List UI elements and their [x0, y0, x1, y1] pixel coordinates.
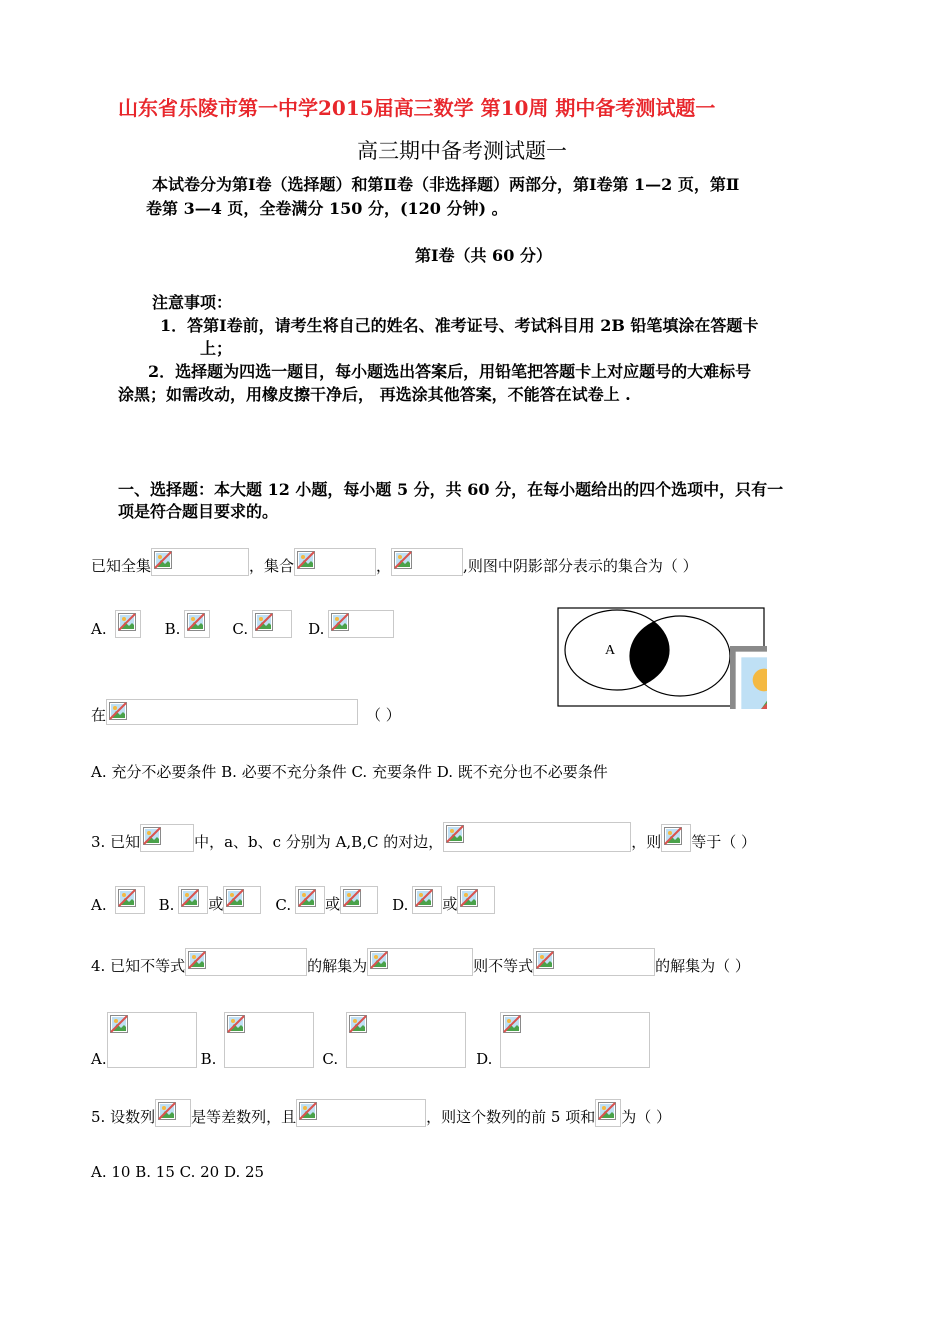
formula-image — [595, 1099, 621, 1127]
option-b-image-2 — [223, 886, 261, 914]
q5-text-4: 为（ ） — [621, 1108, 671, 1126]
option-a-image — [115, 610, 141, 638]
q3-text-3: ，则 — [631, 833, 662, 851]
broken-image-icon — [394, 551, 412, 569]
question-1-stem — [91, 546, 698, 576]
option-c-label: C. — [232, 620, 249, 638]
option-c-image-2 — [340, 886, 378, 914]
broken-image-icon — [298, 889, 316, 907]
or-text: 或 — [325, 895, 341, 913]
part1-heading: 第Ⅰ卷（共 60 分） — [415, 246, 552, 265]
question-5-options: A. 10 B. 15 C. 20 D. 25 — [91, 1163, 265, 1181]
note-2-line-2: 涂黑；如需改动，用橡皮擦干净后， 再选涂其他答案，不能答在试卷上 . — [118, 385, 631, 404]
option-b-label: B. — [158, 896, 175, 914]
broken-image-icon — [226, 889, 244, 907]
intro-line-1: 本试卷分为第Ⅰ卷（选择题）和第Ⅱ卷（非选择题）两部分，第Ⅰ卷第 1—2 页，第Ⅱ — [152, 175, 740, 194]
formula-image — [151, 548, 249, 576]
question-1-options — [91, 608, 394, 638]
or-text: 或 — [208, 895, 224, 913]
broken-image-icon — [158, 1102, 176, 1120]
question-5-stem — [91, 1097, 671, 1127]
exam-subtitle: 高三期中备考测试题一 — [357, 139, 567, 163]
broken-image-icon — [118, 889, 136, 907]
broken-image-icon — [255, 613, 273, 631]
broken-image-icon — [154, 551, 172, 569]
option-c-image — [346, 1012, 466, 1068]
option-a-label: A. — [91, 896, 107, 914]
broken-image-icon — [446, 825, 464, 843]
option-a-image — [115, 886, 145, 914]
q3-text-2: 中，a、b、c 分别为 A,B,C 的对边， — [194, 833, 444, 851]
formula-image — [533, 948, 655, 976]
broken-image-icon — [536, 951, 554, 969]
q4-text-3: 则不等式 — [473, 957, 534, 975]
option-b-image — [224, 1012, 314, 1068]
option-d-label: D. — [392, 896, 409, 914]
broken-image-icon — [460, 889, 478, 907]
question-2-stem — [91, 695, 401, 725]
question-4-stem — [91, 946, 750, 976]
broken-image-icon — [118, 613, 136, 631]
option-b-image — [184, 610, 210, 638]
q3-text-4: 等于（ ） — [691, 833, 757, 851]
formula-image — [185, 948, 307, 976]
q4-text-1: 4. 已知不等式 — [91, 957, 186, 975]
question-2-options: A. 充分不必要条件 B. 必要不充分条件 C. 充要条件 D. 既不充分也不必要条件 — [91, 763, 608, 781]
option-d-label: D. — [308, 620, 325, 638]
option-b-label: B. — [164, 620, 181, 638]
note-1-line-2: 上； — [200, 339, 233, 358]
option-a-label: A. — [91, 620, 107, 638]
formula-image — [155, 1099, 191, 1127]
q3-text-1: 3. 已知 — [91, 833, 141, 851]
broken-image-icon — [143, 827, 161, 845]
question-4-options — [91, 1008, 650, 1068]
formula-image — [391, 548, 463, 576]
broken-image-icon — [181, 889, 199, 907]
option-c-image — [252, 610, 292, 638]
broken-image-icon — [664, 827, 682, 845]
option-c-label: C. — [275, 896, 292, 914]
broken-image-icon — [297, 551, 315, 569]
option-b-label: B. — [200, 1050, 217, 1068]
broken-image-icon — [299, 1102, 317, 1120]
formula-image — [296, 1099, 426, 1127]
q5-text-2: 是等差数列，且 — [191, 1108, 297, 1126]
broken-image-icon — [415, 889, 433, 907]
question-3-options — [91, 884, 495, 914]
broken-image-icon — [227, 1015, 245, 1033]
q4-text-4: 的解集为（ ） — [655, 957, 750, 975]
formula-image — [443, 822, 631, 852]
formula-image — [106, 699, 358, 725]
broken-image-icon — [349, 1015, 367, 1033]
option-d-image — [328, 610, 394, 638]
q5-text-3: ，则这个数列的前 5 项和 — [426, 1108, 596, 1126]
broken-image-icon — [110, 1015, 128, 1033]
option-c-image-1 — [295, 886, 325, 914]
broken-image-icon — [187, 613, 205, 631]
venn-label-a: A — [605, 643, 616, 658]
note-1-line-1: 1．答第Ⅰ卷前，请考生将自己的姓名、准考证号、考试科目用 2B 铅笔填涂在答题卡 — [160, 316, 759, 335]
note-2-line-1: 2．选择题为四选一题目，每小题选出答案后，用铅笔把答题卡上对应题号的大难标号 — [148, 362, 752, 381]
venn-diagram — [557, 607, 767, 709]
q1-text-2: ，集合 — [249, 557, 295, 575]
option-d-label: D. — [476, 1050, 493, 1068]
broken-image-icon — [343, 889, 361, 907]
q1-text-4: ,则图中阴影部分表示的集合为（ ） — [463, 557, 698, 575]
broken-image-icon — [733, 649, 767, 709]
intro-line-2: 卷第 3—4 页，全卷满分 150 分，(120 分钟) 。 — [146, 199, 508, 218]
broken-image-icon — [503, 1015, 521, 1033]
option-d-image-2 — [457, 886, 495, 914]
q4-text-2: 的解集为 — [307, 957, 368, 975]
broken-image-icon — [109, 702, 127, 720]
option-d-image — [500, 1012, 650, 1068]
q2-text-2: （ ） — [366, 706, 401, 724]
option-b-image-1 — [178, 886, 208, 914]
broken-image-icon — [331, 613, 349, 631]
q5-text-1: 5. 设数列 — [91, 1108, 156, 1126]
option-c-label: C. — [322, 1050, 339, 1068]
notes-heading: 注意事项： — [152, 293, 233, 312]
formula-image — [661, 824, 691, 852]
formula-image — [367, 948, 473, 976]
formula-image — [294, 548, 376, 576]
option-d-image-1 — [412, 886, 442, 914]
broken-image-icon — [188, 951, 206, 969]
document-title: 山东省乐陵市第一中学2015届高三数学 第10周 期中备考测试题一 — [118, 96, 716, 120]
formula-image — [140, 824, 194, 852]
q2-text-1: 在 — [91, 706, 107, 724]
broken-image-icon — [598, 1102, 616, 1120]
or-text: 或 — [442, 895, 458, 913]
option-a-label: A. — [91, 1050, 107, 1068]
q1-text-1: 已知全集 — [91, 557, 152, 575]
section-1-line-1: 一、选择题：本大题 12 小题，每小题 5 分，共 60 分，在每小题给出的四个选项中，只有一 — [118, 480, 784, 499]
question-3-stem — [91, 822, 756, 852]
broken-image-icon — [370, 951, 388, 969]
option-a-image — [107, 1012, 197, 1068]
q1-text-3: ， — [376, 557, 392, 575]
section-1-line-2: 项是符合题目要求的。 — [118, 502, 279, 521]
